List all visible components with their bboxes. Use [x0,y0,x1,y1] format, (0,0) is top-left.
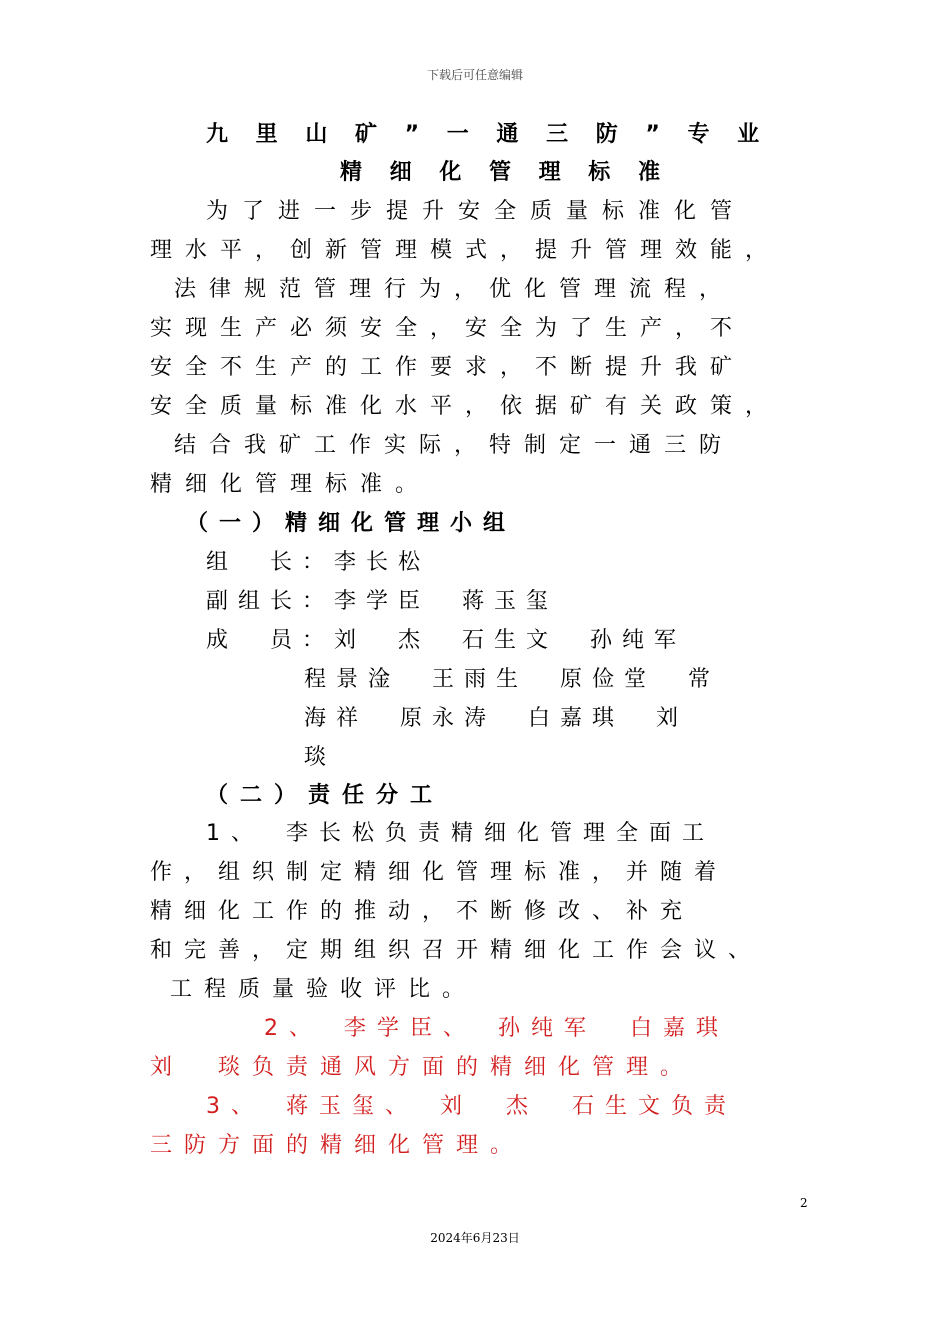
duty-3-line: 3、 蒋玉玺、 刘 杰 石生文负责 [206,1094,737,1119]
page-header: 下载后可任意编辑 [426,68,523,82]
group-deputy: 副组长：李学臣 蒋玉玺 [206,589,559,614]
intro-line: 实现生产必须安全，安全为了生产，不 [150,316,746,341]
duty-2-line: 刘 琰负责通风方面的精细化管理。 [150,1055,695,1080]
intro-line: 安全不生产的工作要求，不断提升我矿 [150,355,746,380]
title-line-2: 精 细 化 管 理 标 准 [340,160,670,185]
intro-line: 安全质量标准化水平，依据矿有关政策， [150,394,781,419]
intro-line: 结合我矿工作实际，特制定一通三防 [174,433,735,458]
group-members-cont: 程景淦 王雨生 原俭堂 常 [304,667,721,692]
duty-1-line: 作，组织制定精细化管理标准，并随着 [150,860,729,885]
intro-line: 为了进一步提升安全质量标准化管 [206,199,747,224]
page-number: 2 [800,1196,808,1210]
page-footer-date: 2024年6月23日 [430,1231,520,1245]
title-line-1: 九 里 山 矿 ” 一 通 三 防 ” 专 业 [206,122,770,147]
group-members: 成 员：刘 杰 石生文 孙纯军 [206,628,687,653]
duty-1-line: 1、 李长松负责精细化管理全面工 [206,821,715,846]
intro-line: 理水平，创新管理模式，提升管理效能， [150,238,781,263]
section-heading-2: （二）责任分工 [206,783,445,808]
duty-1-line: 精细化工作的推动，不断修改、补充 [150,899,695,924]
group-members-cont: 海祥 原永涛 白嘉琪 刘 [304,706,689,731]
intro-line: 法律规范管理行为，优化管理流程， [174,277,735,302]
group-leader: 组 长：李长松 [206,550,431,575]
intro-line: 精细化管理标准。 [150,472,431,497]
duty-1-line: 和完善，定期组织召开精细化工作会议、 [150,938,763,963]
group-members-cont: 琰 [304,745,337,770]
duty-1-line: 工程质量验收评比。 [170,977,477,1002]
duty-2-line: 2、 李学臣、 孙纯军 白嘉琪 [264,1016,729,1041]
duty-3-line: 三防方面的精细化管理。 [150,1133,525,1158]
section-heading-1: （一）精细化管理小组 [186,511,517,536]
